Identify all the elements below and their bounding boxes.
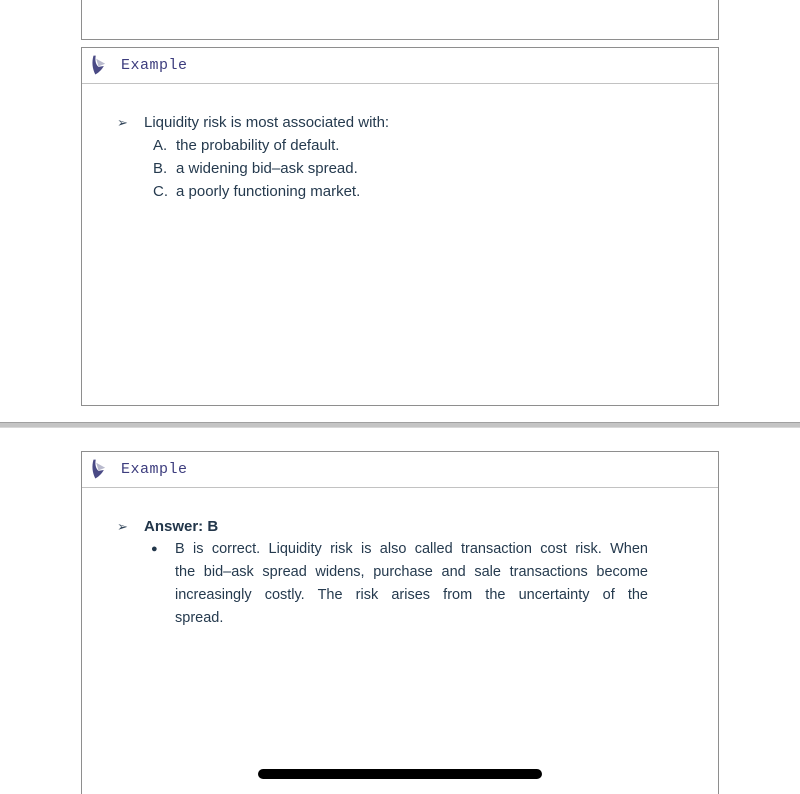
page-gap-divider	[0, 422, 800, 428]
question-text: Liquidity risk is most associated with:	[144, 114, 390, 131]
option-row-c	[153, 180, 718, 203]
slide-header	[82, 452, 718, 488]
explanation-line: the bid–ask spread widens, purchase and sale transactions become	[175, 564, 648, 580]
brand-play-logo-icon	[89, 458, 107, 481]
slide-body	[82, 488, 718, 630]
option-letter: A.	[153, 137, 168, 154]
arrow-bullet-icon: ➢	[117, 115, 128, 130]
arrow-bullet-icon: ➢	[117, 519, 128, 534]
slide-card-question[interactable]	[81, 47, 719, 406]
question-line	[117, 111, 718, 134]
slide-header	[82, 48, 718, 84]
dot-bullet-icon: ●	[151, 543, 158, 555]
explanation-line: B is correct. Liquidity risk is also called transaction cost risk. When	[175, 541, 648, 557]
option-text: the probability of default.	[176, 137, 340, 154]
answer-label: Answer: B	[144, 518, 219, 535]
option-letter: B.	[153, 160, 168, 177]
slide-body	[82, 84, 718, 203]
brand-play-logo-icon	[89, 54, 107, 77]
slide-header-title: Example	[121, 57, 188, 74]
explanation-line: spread.	[175, 610, 224, 626]
option-row-a	[153, 134, 718, 157]
explanation-line: increasingly costly. The risk arises from the uncertainty of the	[175, 587, 648, 603]
black-highlight-bar	[258, 769, 542, 779]
option-text: a poorly functioning market.	[176, 183, 361, 200]
slide-card-previous-partial[interactable]	[81, 0, 719, 40]
option-letter: C.	[153, 183, 168, 200]
option-text: a widening bid–ask spread.	[176, 160, 358, 177]
explanation-block	[151, 538, 718, 630]
option-row-b	[153, 157, 718, 180]
slide-header-title: Example	[121, 461, 188, 478]
slide-card-answer[interactable]	[81, 451, 719, 794]
answer-line	[117, 515, 718, 538]
explanation-text	[175, 538, 648, 630]
